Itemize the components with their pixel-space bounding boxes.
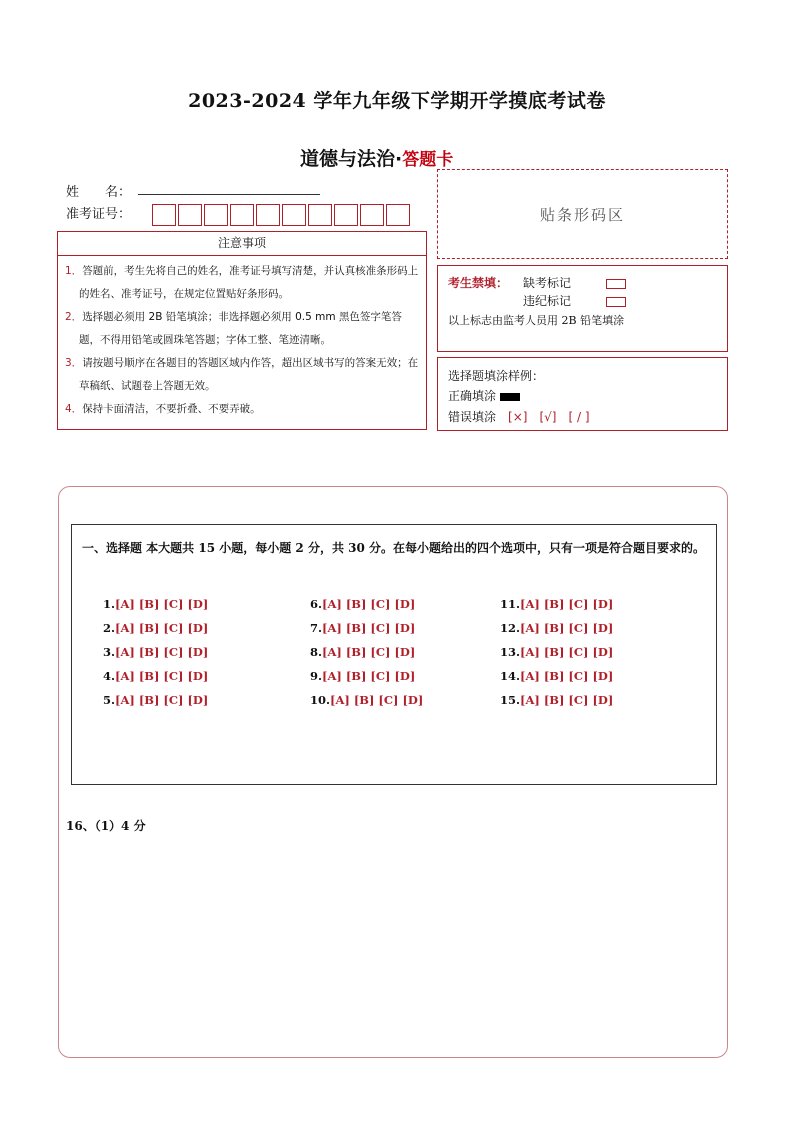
- notice-item: 4．保持卡面清洁，不要折叠、不要弄破。: [65, 403, 261, 415]
- notice-title: 注意事项: [57, 231, 427, 256]
- exam-no-digit-box[interactable]: [152, 204, 176, 226]
- choice-question-1[interactable]: 1.[A] [B] [C] [D]: [103, 597, 209, 611]
- choice-question-2[interactable]: 2.[A] [B] [C] [D]: [103, 621, 209, 635]
- forbidden-note: 以上标志由监考人员用 2B 铅笔填涂: [448, 314, 625, 327]
- choice-question-12[interactable]: 12.[A] [B] [C] [D]: [500, 621, 614, 635]
- exam-no-digit-box[interactable]: [308, 204, 332, 226]
- choice-question-6[interactable]: 6.[A] [B] [C] [D]: [310, 597, 416, 611]
- choice-intro: 一、选择题 本大题共 15 小题，每小题 2 分，共 30 分。在每小题给出的四个选项中，只有一项是符合题目要求的。: [82, 541, 705, 555]
- exam-no-digit-box[interactable]: [204, 204, 228, 226]
- exam-no-digit-box[interactable]: [334, 204, 358, 226]
- fill-sample-box: [437, 357, 728, 431]
- notice-item: 3．请按题号顺序在各题目的答题区域内作答，超出区域书写的答案无效；在草稿纸、试题卷上答题无效。: [65, 357, 419, 392]
- name-field[interactable]: [138, 194, 320, 195]
- exam-no-digit-box[interactable]: [230, 204, 254, 226]
- wrong-fill-row: 错误填涂 [×] [√] [ / ]: [448, 410, 590, 424]
- choice-question-13[interactable]: 13.[A] [B] [C] [D]: [500, 645, 614, 659]
- filled-mark: [500, 393, 520, 401]
- violation-label: 违纪标记: [523, 294, 572, 308]
- exam-no-digit-box[interactable]: [282, 204, 306, 226]
- exam-no-boxes[interactable]: [152, 204, 412, 226]
- fill-sample-title: 选择题填涂样例：: [448, 369, 545, 383]
- choice-question-11[interactable]: 11.[A] [B] [C] [D]: [500, 597, 614, 611]
- forbidden-label: 考生禁填：: [448, 276, 509, 290]
- violation-mark[interactable]: [606, 294, 626, 308]
- wrong-marks: [×] [√] [ / ]: [508, 410, 590, 424]
- subject-title: [300, 144, 453, 171]
- notice-item: 1．答题前，考生先将自己的姓名，准考证号填写清楚，并认真核准条形码上的姓名、准考证号，在规定位置贴好条形码。: [65, 265, 419, 300]
- exam-no-digit-box[interactable]: [256, 204, 280, 226]
- name-label: 姓 名：: [66, 185, 132, 200]
- choice-question-10[interactable]: 10.[A] [B] [C] [D]: [310, 693, 424, 707]
- choice-question-15[interactable]: 15.[A] [B] [C] [D]: [500, 693, 614, 707]
- notice-item: 2．选择题必须用 2B 铅笔填涂；非选择题必须用 0.5 mm 黑色签字笔答题，不得用铅笔或圆珠笔答题；字体工整、笔迹清晰。: [65, 311, 402, 346]
- barcode-area: [437, 169, 728, 259]
- q16-label: 16、（1）4 分: [66, 819, 146, 833]
- choice-question-3[interactable]: 3.[A] [B] [C] [D]: [103, 645, 209, 659]
- choice-question-5[interactable]: 5.[A] [B] [C] [D]: [103, 693, 209, 707]
- exam-no-label: 准考证号：: [66, 207, 132, 222]
- choice-question-8[interactable]: 8.[A] [B] [C] [D]: [310, 645, 416, 659]
- choice-question-9[interactable]: 9.[A] [B] [C] [D]: [310, 669, 416, 683]
- barcode-label: 贴条形码区: [539, 205, 625, 224]
- exam-no-digit-box[interactable]: [360, 204, 384, 226]
- exam-no-digit-box[interactable]: [386, 204, 410, 226]
- forbidden-box: [437, 265, 728, 352]
- choice-question-7[interactable]: 7.[A] [B] [C] [D]: [310, 621, 416, 635]
- correct-fill-row: 正确填涂: [448, 387, 520, 404]
- subject-name: 道德与法治·: [300, 148, 403, 170]
- notice-list: [57, 256, 427, 430]
- exam-no-digit-box[interactable]: [178, 204, 202, 226]
- absent-label: 缺考标记: [523, 276, 572, 290]
- absent-mark[interactable]: [606, 276, 626, 290]
- answer-card-label: 答题卡: [402, 150, 454, 170]
- choice-question-4[interactable]: 4.[A] [B] [C] [D]: [103, 669, 209, 683]
- choice-question-14[interactable]: 14.[A] [B] [C] [D]: [500, 669, 614, 683]
- exam-title: 2023-2024 学年九年级下学期开学摸底考试卷: [188, 90, 606, 112]
